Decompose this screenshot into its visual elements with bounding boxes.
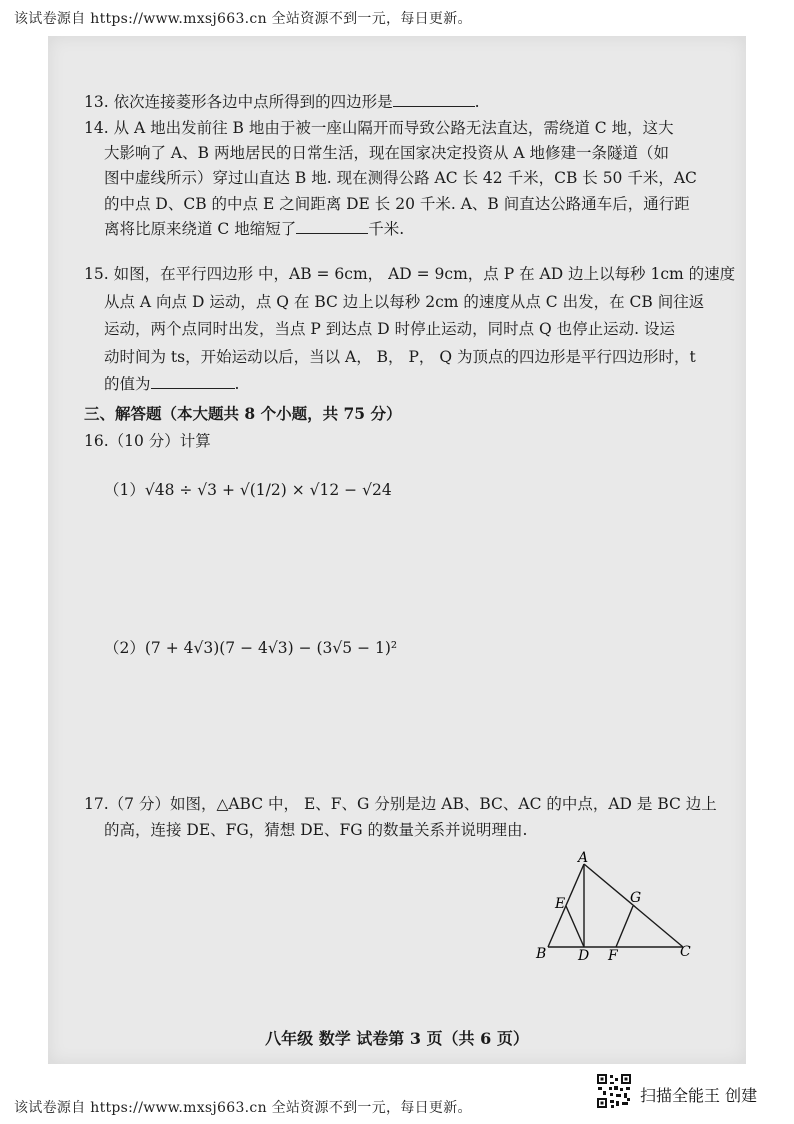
answer-blank — [393, 92, 475, 107]
qr-code-icon — [596, 1073, 632, 1109]
question-14-line-3: 图中虚线所示）穿过山直达 B 地. 现在测得公路 AC 长 42 千米，CB 长 50 千米，AC — [104, 169, 697, 187]
answer-blank — [296, 219, 368, 234]
question-16-part-2: （2）(7 + 4√3)(7 − 4√3) − (3√5 − 1)² — [104, 639, 398, 657]
segment-fg — [616, 906, 633, 947]
source-header: 该试卷源自 https://www.mxsj663.cn 全站资源不到一元，每日更新。 — [14, 11, 472, 27]
segment-de — [566, 906, 584, 947]
question-15-line-5: 的值为 . — [104, 375, 240, 393]
question-17-line-2: 的高，连接 DE、FG，猜想 DE、FG 的数量关系并说明理由. — [104, 821, 528, 839]
question-17-line-1: 17.（7 分）如图，△ABC 中， E、F、G 分别是边 AB、BC、AC 的中点，AD 是 BC 边上 — [84, 795, 717, 813]
question-15-line-1: 15. 如图，在平行四边形 中，AB = 6cm， AD = 9cm，点 P 在 AD 边上以每秒 1cm 的速度 — [84, 265, 736, 283]
label-a: A — [578, 850, 589, 866]
scanner-watermark: 扫描全能王 创建 — [640, 1086, 758, 1105]
answer-blank — [151, 374, 235, 389]
question-14-line-1: 14. 从 A 地出发前往 B 地由于被一座山隔开而导致公路无法直达，需绕道 C 地，这大 — [84, 119, 674, 137]
triangle-figure — [528, 850, 698, 965]
question-14-line-4: 的中点 D、CB 的中点 E 之间距离 DE 长 20 千米. A、B 间直达公路通车后，通行距 — [104, 195, 690, 213]
question-13: 13. 依次连接菱形各边中点所得到的四边形是 . — [84, 93, 480, 111]
label-c: C — [680, 944, 691, 960]
question-14-line-5: 离将比原来绕道 C 地缩短了 千米. — [104, 220, 405, 238]
question-16-part-1: （1）√48 ÷ √3 + √(1/2) × √12 − √24 — [104, 481, 392, 499]
section-title: 三、解答题（本大题共 8 个小题，共 75 分） — [84, 404, 402, 423]
source-footer: 该试卷源自 https://www.mxsj663.cn 全站资源不到一元，每日更新。 — [14, 1100, 472, 1116]
question-15-line-4: 动时间为 ts，开始运动以后，当以 A， B， P， Q 为顶点的四边形是平行四边形时，t — [104, 348, 696, 366]
question-16-title: 16.（10 分）计算 — [84, 432, 211, 450]
label-g: G — [630, 890, 642, 906]
question-13-text: 13. 依次连接菱形各边中点所得到的四边形是 — [84, 93, 393, 111]
page-number-label: 八年级 数学 试卷第 3 页（共 6 页） — [265, 1029, 529, 1048]
label-b: B — [536, 946, 547, 962]
label-d: D — [578, 948, 590, 964]
question-15-line-2: 从点 A 向点 D 运动，点 Q 在 BC 边上以每秒 2cm 的速度从点 C 出发，在 CB 间往返 — [104, 293, 705, 311]
label-e: E — [555, 896, 566, 912]
label-f: F — [608, 948, 618, 964]
question-14-line-2: 大影响了 A、B 两地居民的日常生活，现在国家决定投资从 A 地修建一条隧道（如 — [104, 144, 669, 162]
question-15-line-3: 运动，两个点同时出发，当点 P 到达点 D 时停止运动，同时点 Q 也停止运动. 设运 — [104, 320, 675, 338]
